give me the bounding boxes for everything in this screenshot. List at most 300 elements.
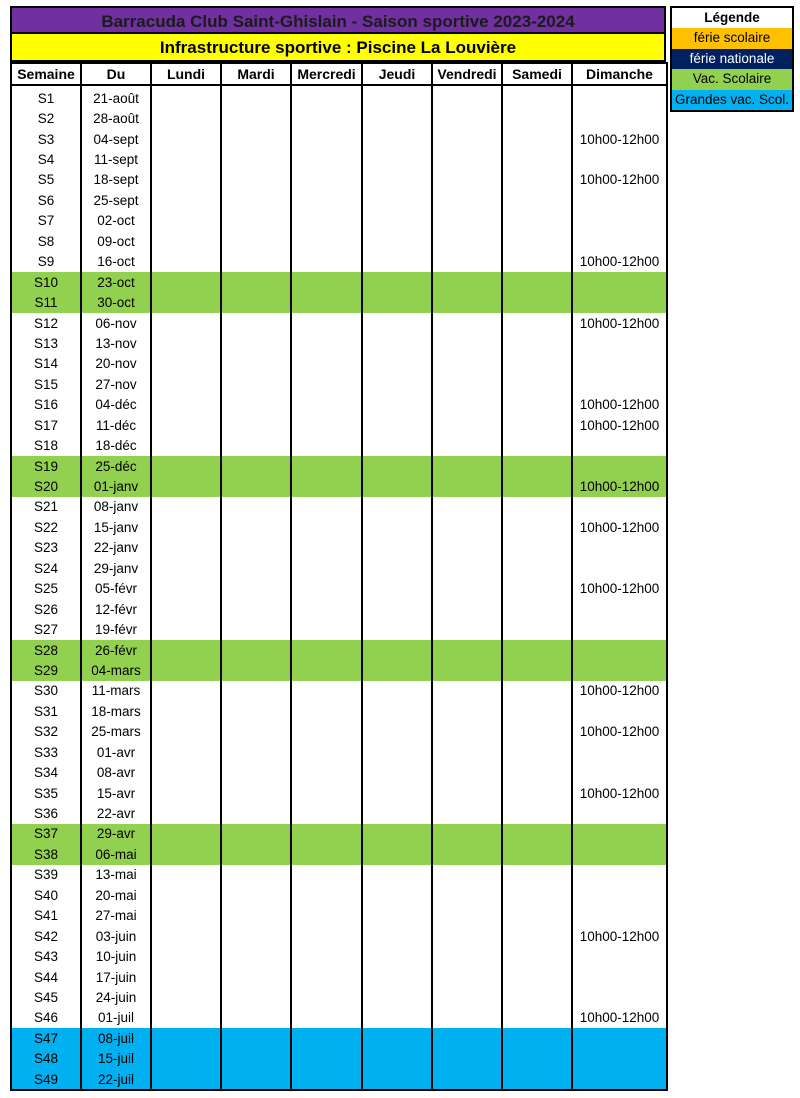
- jeudi-cell: [362, 497, 432, 517]
- jeudi-cell: [362, 435, 432, 455]
- mercredi-cell: [291, 906, 362, 926]
- mercredi-cell: [291, 395, 362, 415]
- jeudi-cell: [362, 865, 432, 885]
- dimanche-cell: 10h00-12h00: [572, 722, 667, 742]
- mardi-cell: [221, 660, 291, 680]
- week-cell: S21: [11, 497, 81, 517]
- mercredi-cell: [291, 231, 362, 251]
- week-cell: S25: [11, 579, 81, 599]
- week-cell: S14: [11, 354, 81, 374]
- mercredi-cell: [291, 149, 362, 169]
- samedi-cell: [502, 497, 572, 517]
- mardi-cell: [221, 211, 291, 231]
- mardi-cell: [221, 762, 291, 782]
- col-header-semaine: Semaine: [11, 63, 81, 85]
- mardi-cell: [221, 333, 291, 353]
- table-row: [11, 292, 667, 312]
- table-row: [11, 967, 667, 987]
- table-row: [11, 660, 667, 680]
- dimanche-cell: [572, 272, 667, 292]
- jeudi-cell: [362, 354, 432, 374]
- lundi-cell: [151, 885, 221, 905]
- table-row: [11, 926, 667, 946]
- date-cell: 29-avr: [81, 824, 151, 844]
- mardi-cell: [221, 701, 291, 721]
- jeudi-cell: [362, 558, 432, 578]
- lundi-cell: [151, 85, 221, 108]
- week-cell: S34: [11, 762, 81, 782]
- jeudi-cell: [362, 599, 432, 619]
- mercredi-cell: [291, 435, 362, 455]
- mercredi-cell: [291, 865, 362, 885]
- schedule-body: [11, 85, 667, 1090]
- vendredi-cell: [432, 85, 502, 108]
- mardi-cell: [221, 435, 291, 455]
- vendredi-cell: [432, 231, 502, 251]
- week-cell: S38: [11, 844, 81, 864]
- jeudi-cell: [362, 987, 432, 1007]
- jeudi-cell: [362, 701, 432, 721]
- week-cell: S40: [11, 885, 81, 905]
- mercredi-cell: [291, 497, 362, 517]
- samedi-cell: [502, 85, 572, 108]
- samedi-cell: [502, 313, 572, 333]
- legend: [670, 6, 794, 112]
- mardi-cell: [221, 1028, 291, 1048]
- mercredi-cell: [291, 1008, 362, 1028]
- week-cell: S48: [11, 1049, 81, 1069]
- samedi-cell: [502, 701, 572, 721]
- vendredi-cell: [432, 190, 502, 210]
- dimanche-cell: 10h00-12h00: [572, 579, 667, 599]
- date-cell: 15-juil: [81, 1049, 151, 1069]
- mercredi-cell: [291, 129, 362, 149]
- mercredi-cell: [291, 885, 362, 905]
- lundi-cell: [151, 252, 221, 272]
- lundi-cell: [151, 456, 221, 476]
- vendredi-cell: [432, 415, 502, 435]
- jeudi-cell: [362, 85, 432, 108]
- date-cell: 21-août: [81, 85, 151, 108]
- samedi-cell: [502, 967, 572, 987]
- table-row: [11, 272, 667, 292]
- mercredi-cell: [291, 558, 362, 578]
- week-cell: S24: [11, 558, 81, 578]
- dimanche-cell: 10h00-12h00: [572, 415, 667, 435]
- dimanche-cell: [572, 1049, 667, 1069]
- mardi-cell: [221, 456, 291, 476]
- table-row: [11, 85, 667, 108]
- mercredi-cell: [291, 1028, 362, 1048]
- dimanche-cell: 10h00-12h00: [572, 476, 667, 496]
- lundi-cell: [151, 211, 221, 231]
- mardi-cell: [221, 497, 291, 517]
- mardi-cell: [221, 170, 291, 190]
- date-cell: 29-janv: [81, 558, 151, 578]
- table-row: [11, 681, 667, 701]
- table-row: [11, 946, 667, 966]
- dimanche-cell: [572, 967, 667, 987]
- mercredi-cell: [291, 313, 362, 333]
- samedi-cell: [502, 292, 572, 312]
- table-row: [11, 762, 667, 782]
- jeudi-cell: [362, 742, 432, 762]
- schedule-sheet: [10, 6, 666, 1091]
- table-row: [11, 640, 667, 660]
- vendredi-cell: [432, 640, 502, 660]
- samedi-cell: [502, 415, 572, 435]
- lundi-cell: [151, 599, 221, 619]
- vendredi-cell: [432, 1069, 502, 1090]
- samedi-cell: [502, 1028, 572, 1048]
- mardi-cell: [221, 354, 291, 374]
- jeudi-cell: [362, 885, 432, 905]
- samedi-cell: [502, 579, 572, 599]
- week-cell: S47: [11, 1028, 81, 1048]
- mardi-cell: [221, 1008, 291, 1028]
- table-row: [11, 129, 667, 149]
- samedi-cell: [502, 946, 572, 966]
- lundi-cell: [151, 660, 221, 680]
- week-cell: S31: [11, 701, 81, 721]
- date-cell: 20-nov: [81, 354, 151, 374]
- lundi-cell: [151, 538, 221, 558]
- jeudi-cell: [362, 579, 432, 599]
- jeudi-cell: [362, 374, 432, 394]
- week-cell: S8: [11, 231, 81, 251]
- week-cell: S45: [11, 987, 81, 1007]
- mardi-cell: [221, 681, 291, 701]
- page-subtitle: Infrastructure sportive : Piscine La Louvière: [10, 34, 666, 62]
- mardi-cell: [221, 149, 291, 169]
- lundi-cell: [151, 783, 221, 803]
- dimanche-cell: [572, 660, 667, 680]
- header-row: [11, 63, 667, 85]
- vendredi-cell: [432, 538, 502, 558]
- date-cell: 25-mars: [81, 722, 151, 742]
- date-cell: 19-févr: [81, 619, 151, 639]
- dimanche-cell: 10h00-12h00: [572, 783, 667, 803]
- mercredi-cell: [291, 946, 362, 966]
- dimanche-cell: [572, 824, 667, 844]
- date-cell: 27-mai: [81, 906, 151, 926]
- vendredi-cell: [432, 599, 502, 619]
- jeudi-cell: [362, 967, 432, 987]
- vendredi-cell: [432, 1049, 502, 1069]
- date-cell: 05-févr: [81, 579, 151, 599]
- mercredi-cell: [291, 476, 362, 496]
- col-header-samedi: Samedi: [502, 63, 572, 85]
- lundi-cell: [151, 926, 221, 946]
- week-cell: S1: [11, 85, 81, 108]
- samedi-cell: [502, 681, 572, 701]
- table-row: [11, 476, 667, 496]
- table-row: [11, 435, 667, 455]
- table-row: [11, 885, 667, 905]
- table-row: [11, 170, 667, 190]
- samedi-cell: [502, 824, 572, 844]
- lundi-cell: [151, 579, 221, 599]
- week-cell: S11: [11, 292, 81, 312]
- samedi-cell: [502, 108, 572, 128]
- jeudi-cell: [362, 619, 432, 639]
- jeudi-cell: [362, 824, 432, 844]
- date-cell: 22-juil: [81, 1069, 151, 1090]
- week-cell: S18: [11, 435, 81, 455]
- mardi-cell: [221, 476, 291, 496]
- lundi-cell: [151, 844, 221, 864]
- mercredi-cell: [291, 967, 362, 987]
- table-row: [11, 619, 667, 639]
- mardi-cell: [221, 313, 291, 333]
- table-row: [11, 865, 667, 885]
- lundi-cell: [151, 435, 221, 455]
- date-cell: 01-juil: [81, 1008, 151, 1028]
- samedi-cell: [502, 926, 572, 946]
- table-row: [11, 374, 667, 394]
- table-row: [11, 538, 667, 558]
- date-cell: 18-mars: [81, 701, 151, 721]
- mercredi-cell: [291, 190, 362, 210]
- table-row: [11, 415, 667, 435]
- mardi-cell: [221, 395, 291, 415]
- mardi-cell: [221, 640, 291, 660]
- table-row: [11, 108, 667, 128]
- jeudi-cell: [362, 108, 432, 128]
- vendredi-cell: [432, 762, 502, 782]
- dimanche-cell: [572, 1028, 667, 1048]
- table-row: [11, 701, 667, 721]
- samedi-cell: [502, 129, 572, 149]
- samedi-cell: [502, 1069, 572, 1090]
- date-cell: 15-avr: [81, 783, 151, 803]
- dimanche-cell: [572, 619, 667, 639]
- dimanche-cell: [572, 190, 667, 210]
- samedi-cell: [502, 538, 572, 558]
- vendredi-cell: [432, 313, 502, 333]
- jeudi-cell: [362, 1069, 432, 1090]
- vendredi-cell: [432, 722, 502, 742]
- col-header-mardi: Mardi: [221, 63, 291, 85]
- dimanche-cell: 10h00-12h00: [572, 517, 667, 537]
- mardi-cell: [221, 599, 291, 619]
- mardi-cell: [221, 1049, 291, 1069]
- date-cell: 23-oct: [81, 272, 151, 292]
- dimanche-cell: 10h00-12h00: [572, 1008, 667, 1028]
- jeudi-cell: [362, 762, 432, 782]
- jeudi-cell: [362, 926, 432, 946]
- date-cell: 10-juin: [81, 946, 151, 966]
- vendredi-cell: [432, 272, 502, 292]
- date-cell: 11-mars: [81, 681, 151, 701]
- lundi-cell: [151, 395, 221, 415]
- vendredi-cell: [432, 987, 502, 1007]
- mercredi-cell: [291, 762, 362, 782]
- dimanche-cell: [572, 701, 667, 721]
- week-cell: S22: [11, 517, 81, 537]
- dimanche-cell: 10h00-12h00: [572, 313, 667, 333]
- mercredi-cell: [291, 640, 362, 660]
- lundi-cell: [151, 190, 221, 210]
- mardi-cell: [221, 619, 291, 639]
- col-header-jeudi: Jeudi: [362, 63, 432, 85]
- table-row: [11, 824, 667, 844]
- samedi-cell: [502, 660, 572, 680]
- dimanche-cell: [572, 762, 667, 782]
- samedi-cell: [502, 435, 572, 455]
- dimanche-cell: 10h00-12h00: [572, 252, 667, 272]
- jeudi-cell: [362, 660, 432, 680]
- lundi-cell: [151, 640, 221, 660]
- date-cell: 01-janv: [81, 476, 151, 496]
- date-cell: 18-sept: [81, 170, 151, 190]
- date-cell: 12-févr: [81, 599, 151, 619]
- week-cell: S28: [11, 640, 81, 660]
- mercredi-cell: [291, 252, 362, 272]
- vendredi-cell: [432, 1028, 502, 1048]
- lundi-cell: [151, 1049, 221, 1069]
- vendredi-cell: [432, 476, 502, 496]
- samedi-cell: [502, 374, 572, 394]
- table-row: [11, 333, 667, 353]
- week-cell: S20: [11, 476, 81, 496]
- lundi-cell: [151, 231, 221, 251]
- dimanche-cell: [572, 742, 667, 762]
- samedi-cell: [502, 906, 572, 926]
- lundi-cell: [151, 1028, 221, 1048]
- samedi-cell: [502, 844, 572, 864]
- table-row: [11, 558, 667, 578]
- dimanche-cell: [572, 538, 667, 558]
- week-cell: S29: [11, 660, 81, 680]
- dimanche-cell: [572, 803, 667, 823]
- vendredi-cell: [432, 619, 502, 639]
- lundi-cell: [151, 762, 221, 782]
- mardi-cell: [221, 885, 291, 905]
- jeudi-cell: [362, 722, 432, 742]
- mardi-cell: [221, 844, 291, 864]
- table-row: [11, 190, 667, 210]
- mercredi-cell: [291, 85, 362, 108]
- mardi-cell: [221, 865, 291, 885]
- mercredi-cell: [291, 333, 362, 353]
- lundi-cell: [151, 476, 221, 496]
- week-cell: S13: [11, 333, 81, 353]
- jeudi-cell: [362, 517, 432, 537]
- week-cell: S33: [11, 742, 81, 762]
- mardi-cell: [221, 108, 291, 128]
- samedi-cell: [502, 987, 572, 1007]
- date-cell: 15-janv: [81, 517, 151, 537]
- table-row: [11, 313, 667, 333]
- week-cell: S23: [11, 538, 81, 558]
- mardi-cell: [221, 803, 291, 823]
- samedi-cell: [502, 619, 572, 639]
- mercredi-cell: [291, 742, 362, 762]
- legend-item-ferie-scolaire: férie scolaire: [672, 28, 792, 49]
- week-cell: S12: [11, 313, 81, 333]
- table-row: [11, 599, 667, 619]
- week-cell: S43: [11, 946, 81, 966]
- vendredi-cell: [432, 170, 502, 190]
- samedi-cell: [502, 231, 572, 251]
- date-cell: 11-sept: [81, 149, 151, 169]
- samedi-cell: [502, 865, 572, 885]
- vendredi-cell: [432, 885, 502, 905]
- dimanche-cell: 10h00-12h00: [572, 926, 667, 946]
- table-row: [11, 579, 667, 599]
- date-cell: 11-déc: [81, 415, 151, 435]
- lundi-cell: [151, 415, 221, 435]
- mardi-cell: [221, 967, 291, 987]
- date-cell: 18-déc: [81, 435, 151, 455]
- samedi-cell: [502, 783, 572, 803]
- date-cell: 03-juin: [81, 926, 151, 946]
- dimanche-cell: [572, 231, 667, 251]
- date-cell: 20-mai: [81, 885, 151, 905]
- lundi-cell: [151, 967, 221, 987]
- dimanche-cell: [572, 211, 667, 231]
- mercredi-cell: [291, 926, 362, 946]
- lundi-cell: [151, 517, 221, 537]
- vendredi-cell: [432, 742, 502, 762]
- mercredi-cell: [291, 272, 362, 292]
- samedi-cell: [502, 476, 572, 496]
- jeudi-cell: [362, 211, 432, 231]
- page-title: Barracuda Club Saint-Ghislain - Saison sportive 2023-2024: [10, 6, 666, 34]
- vendredi-cell: [432, 108, 502, 128]
- dimanche-cell: 10h00-12h00: [572, 170, 667, 190]
- mardi-cell: [221, 1069, 291, 1090]
- week-cell: S35: [11, 783, 81, 803]
- week-cell: S7: [11, 211, 81, 231]
- mercredi-cell: [291, 599, 362, 619]
- dimanche-cell: [572, 292, 667, 312]
- samedi-cell: [502, 742, 572, 762]
- mardi-cell: [221, 824, 291, 844]
- mardi-cell: [221, 129, 291, 149]
- vendredi-cell: [432, 783, 502, 803]
- jeudi-cell: [362, 681, 432, 701]
- lundi-cell: [151, 1008, 221, 1028]
- table-row: [11, 211, 667, 231]
- vendredi-cell: [432, 456, 502, 476]
- mercredi-cell: [291, 824, 362, 844]
- dimanche-cell: [572, 333, 667, 353]
- lundi-cell: [151, 292, 221, 312]
- mardi-cell: [221, 272, 291, 292]
- dimanche-cell: [572, 435, 667, 455]
- dimanche-cell: [572, 497, 667, 517]
- col-header-vendredi: Vendredi: [432, 63, 502, 85]
- vendredi-cell: [432, 803, 502, 823]
- week-cell: S9: [11, 252, 81, 272]
- week-cell: S15: [11, 374, 81, 394]
- date-cell: 09-oct: [81, 231, 151, 251]
- table-row: [11, 517, 667, 537]
- table-row: [11, 1008, 667, 1028]
- mardi-cell: [221, 374, 291, 394]
- jeudi-cell: [362, 640, 432, 660]
- dimanche-cell: 10h00-12h00: [572, 129, 667, 149]
- table-row: [11, 456, 667, 476]
- mercredi-cell: [291, 1049, 362, 1069]
- legend-item-vac-scolaire: Vac. Scolaire: [672, 69, 792, 90]
- mardi-cell: [221, 987, 291, 1007]
- table-row: [11, 844, 667, 864]
- dimanche-cell: [572, 885, 667, 905]
- lundi-cell: [151, 865, 221, 885]
